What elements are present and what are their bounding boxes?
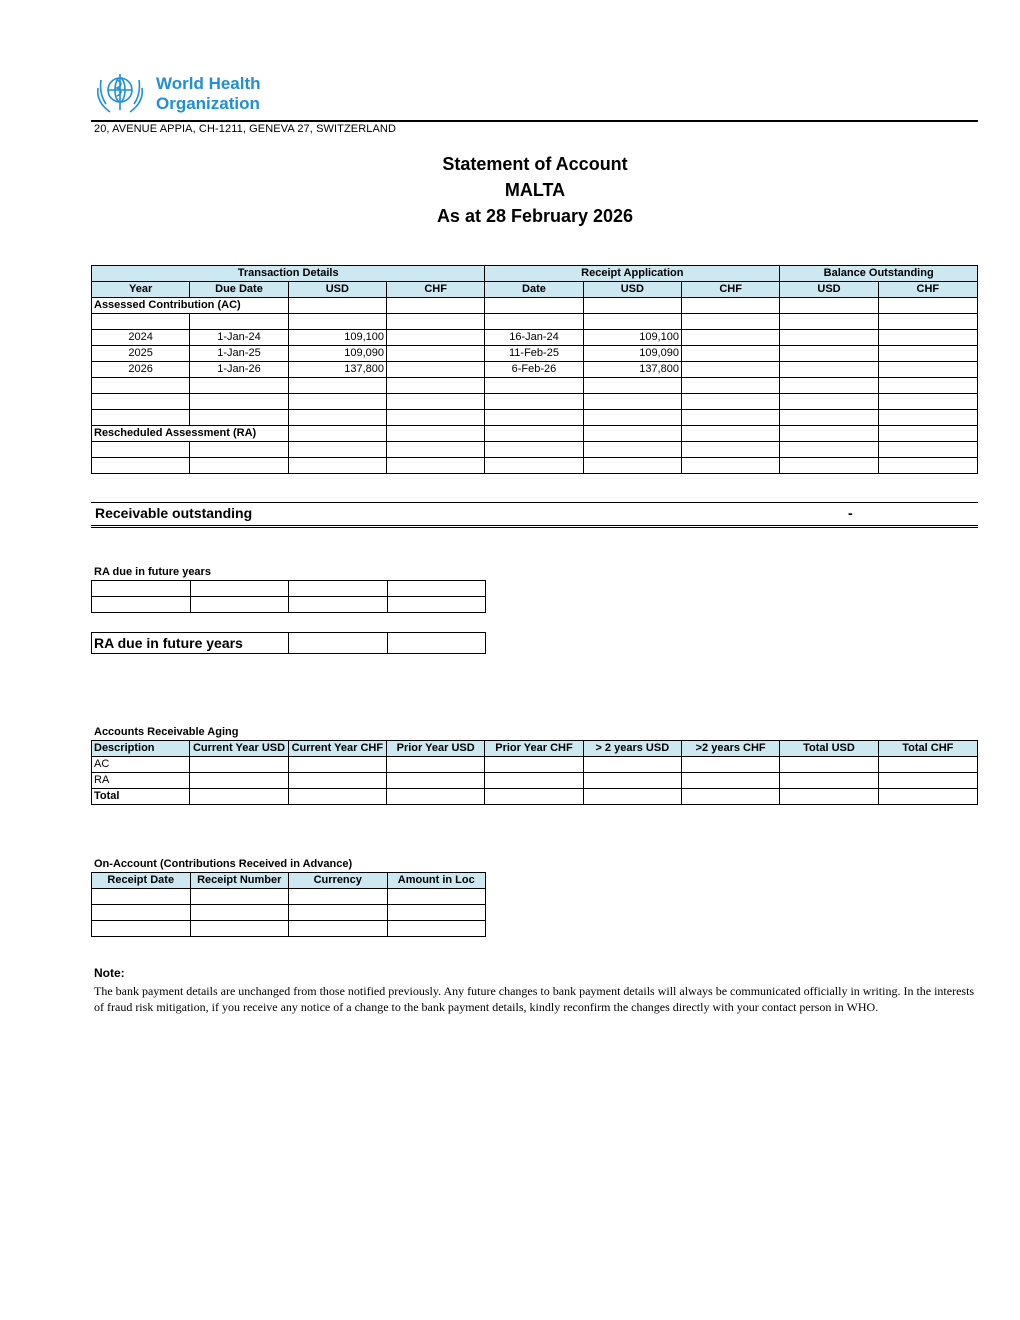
ac-label-row: [92, 298, 978, 314]
oa-col-receipt-date: Receipt Date: [92, 873, 191, 889]
title-date: As at 28 February 2026: [436, 206, 634, 226]
address: 20, AVENUE APPIA, CH-1211, GENEVA 27, SWITZERLAND: [94, 123, 397, 135]
aging-col-current-usd: Current Year USD: [190, 741, 288, 757]
aging-header-row: [92, 741, 978, 757]
col-date: Date: [485, 282, 583, 298]
receivable-outstanding-label: Receivable outstanding: [95, 505, 253, 521]
ra-section-label: Rescheduled Assessment (RA): [92, 426, 289, 442]
table-row: [92, 921, 486, 937]
title-country: MALTA: [504, 180, 566, 200]
table-row: [92, 362, 978, 378]
aging-col-total-usd: Total USD: [780, 741, 878, 757]
table-row: [92, 773, 978, 789]
row-receipt-date: 16-Jan-24: [485, 330, 583, 346]
receivable-outstanding-value: -: [848, 505, 853, 521]
row-receipt-date: 6-Feb-26: [485, 362, 583, 378]
table-row: [92, 905, 486, 921]
aging-col-current-chf: Current Year CHF: [288, 741, 386, 757]
row-usd: 109,100: [288, 330, 386, 346]
col-year: Year: [92, 282, 190, 298]
row-receipt-usd: 137,800: [583, 362, 681, 378]
col-balance-chf: CHF: [878, 282, 977, 298]
row-due-date: 1-Jan-24: [190, 330, 288, 346]
title-statement: Statement of Account: [442, 154, 628, 174]
col-receipt-chf: CHF: [681, 282, 779, 298]
logo-line1: World Health: [156, 74, 261, 93]
note-text: The bank payment details are unchanged from those notified previously. Any future changes to bank payment details will always be communicated officially in writing. In the interests of fraud risk mitigation, if you receive any notice of a change to the bank payment details, kindly reconfirm the changes directly with your contact person in WHO.: [94, 984, 975, 1014]
col-due-date: Due Date: [190, 282, 288, 298]
row-due-date: 1-Jan-26: [190, 362, 288, 378]
row-usd: 137,800: [288, 362, 386, 378]
group-header-row: [92, 266, 978, 282]
aging-col-2y-usd: > 2 years USD: [583, 741, 681, 757]
ra-label-row: [92, 426, 978, 442]
table-row: [92, 346, 978, 362]
group-balance-outstanding: Balance Outstanding: [780, 266, 978, 282]
aging-title: Accounts Receivable Aging: [94, 726, 239, 738]
table-row: [92, 330, 978, 346]
aging-col-2y-chf: >2 years CHF: [681, 741, 779, 757]
row-year: 2025: [92, 346, 190, 362]
col-chf: CHF: [386, 282, 484, 298]
aging-row-ac: AC: [92, 757, 190, 773]
table-row: [92, 597, 486, 613]
ra-future-total-row: [92, 633, 486, 654]
ac-section-label: Assessed Contribution (AC): [92, 298, 289, 314]
aging-row-ra: RA: [92, 773, 190, 789]
aging-row-total: Total: [92, 789, 190, 805]
logo-line2: Organization: [156, 94, 260, 113]
row-usd: 109,090: [288, 346, 386, 362]
aging-col-description: Description: [92, 741, 190, 757]
oa-col-amount: Amount in Loc: [387, 873, 486, 889]
col-balance-usd: USD: [780, 282, 878, 298]
on-account-header-row: [92, 873, 486, 889]
note-heading: Note:: [94, 966, 125, 980]
table-row: [92, 442, 978, 458]
ra-future-table: [91, 580, 486, 613]
row-receipt-usd: 109,100: [583, 330, 681, 346]
on-account-title: On-Account (Contributions Received in Advance): [94, 858, 353, 870]
who-logo: [92, 66, 274, 118]
table-row: [92, 889, 486, 905]
table-row: [92, 789, 978, 805]
oa-col-receipt-number: Receipt Number: [190, 873, 289, 889]
row-due-date: 1-Jan-25: [190, 346, 288, 362]
col-receipt-usd: USD: [583, 282, 681, 298]
table-row: [92, 757, 978, 773]
table-row: [92, 314, 978, 330]
aging-table: [91, 740, 978, 805]
col-usd: USD: [288, 282, 386, 298]
statement-table: [91, 265, 978, 474]
row-receipt-usd: 109,090: [583, 346, 681, 362]
row-year: 2024: [92, 330, 190, 346]
group-transaction-details: Transaction Details: [92, 266, 485, 282]
aging-col-total-chf: Total CHF: [878, 741, 977, 757]
table-row: [92, 581, 486, 597]
ra-future-total-table: [91, 632, 486, 654]
row-year: 2026: [92, 362, 190, 378]
header-rule: [91, 120, 978, 122]
oa-col-currency: Currency: [289, 873, 388, 889]
column-header-row: [92, 282, 978, 298]
table-row: [92, 378, 978, 394]
aging-col-prior-chf: Prior Year CHF: [485, 741, 583, 757]
aging-col-prior-usd: Prior Year USD: [386, 741, 484, 757]
ra-future-total-label: RA due in future years: [92, 633, 289, 654]
on-account-table: [91, 872, 486, 937]
table-row: [92, 410, 978, 426]
row-receipt-date: 11-Feb-25: [485, 346, 583, 362]
who-emblem-icon: [92, 66, 274, 118]
table-row: [92, 458, 978, 474]
group-receipt-application: Receipt Application: [485, 266, 780, 282]
ra-future-label: RA due in future years: [94, 566, 211, 578]
table-row: [92, 394, 978, 410]
